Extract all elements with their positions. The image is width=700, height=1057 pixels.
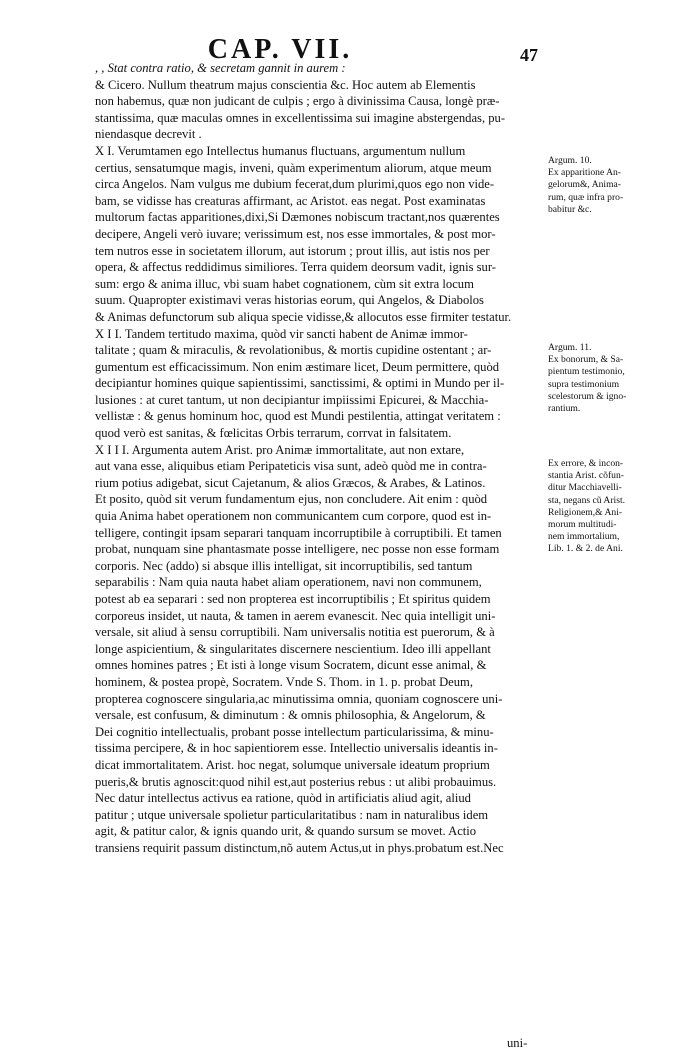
margin-note-line: gelorum&, Anima-	[548, 179, 622, 191]
text-line: rium potius adigebat, sicut Cajetanum, & alios Græcos, & Arabes, & Latinos.	[95, 475, 486, 490]
text-line: probat, nunquam sine phantasmate posse intelligere, nec posse non esse formam	[95, 542, 500, 557]
text-line: aut vana esse, aliquibus etiam Peripateticis visa sunt, adeò quòd me in contra-	[95, 459, 487, 474]
text-line: , , Stat contra ratio, & secretam gannit in aurem :	[95, 61, 346, 75]
margin-note-line: Ex apparitione An-	[548, 167, 621, 179]
margin-note-line: babitur &c.	[548, 203, 592, 215]
text-line: hominem, & postea propè, Socratem. Vnde S. Thom. in 1. p. probat Deum,	[95, 674, 473, 689]
text-line: certius, sensatumque magis, inveni, quàm experimentum aliorum, atque meum	[95, 160, 492, 175]
text-line: quia Anima habet operationem non communicantem cum corpore, quod est in-	[95, 509, 492, 524]
text-line: non habemus, quæ non judicant de culpis ; ergo à divinissima Causa, longè præ-	[95, 94, 500, 109]
text-line: patitur ; utque universale spolietur particularitatibus : nam in naturalibus idem	[95, 807, 489, 822]
text-line: suum. Quapropter existimavi veras historias eorum, qui Angelos, & Diabolos	[95, 293, 484, 308]
margin-note-line: stantia Arist. cõfun-	[548, 470, 624, 482]
text-line: bam, se vidisse has creaturas affirmant, ac Aristot. eas negat. Post examinatas	[95, 193, 486, 208]
text-line: versale, sit aliud à sensu corruptibili. Nam universalis notitia est puerorum, & à	[95, 625, 495, 640]
margin-note-argument-11	[548, 342, 688, 415]
text-line: longe aspicientium, & singularitates discernere nescientium. Ideo illi appellant	[95, 641, 491, 656]
margin-note-line: Religionem,& Ani-	[548, 506, 623, 518]
text-line: telligere, contingit ipsam separari tanquam incorruptibile à corruptibili. Et tamen	[95, 525, 502, 540]
text-line: propterea cognoscere singularia,ac minutissima omnia, quoniam cognoscere uni-	[95, 691, 503, 706]
margin-note-line: Argum. 11.	[548, 342, 592, 353]
text-line: pueris,& brutis agnoscit:quod nihil est,aut posterius rebus : ut alibi probauimus.	[95, 774, 497, 789]
margin-note-line: pientum testimonio,	[548, 366, 625, 378]
text-line: Et posito, quòd sit verum fundamentum ejus, non concludere. Ait enim : quòd	[95, 492, 488, 507]
text-line: Dei cognitio intellectualis, probant posse intellectum particularissima, & minu-	[95, 724, 494, 739]
margin-note-line: Ex bonorum, & Sa-	[548, 354, 624, 366]
text-line: separabilis : Nam quia nauta habet aliam operationem, navi non communem,	[95, 575, 482, 590]
margin-note-line: scelestorum & igno-	[548, 390, 627, 402]
text-line: & Animas defunctorum sub aliqua specie vidisse,& allocutos esse firmiter testatur.	[95, 309, 512, 324]
text-line: talitate ; quam & miraculis, & revolationibus, & mortis cupidine ostentant ; ar-	[95, 343, 492, 358]
text-line: X I. Verumtamen ego Intellectus humanus fluctuans, argumentum nullum	[95, 143, 466, 158]
text-line: agit, & patitur calor, & ignis quando urit, & quando sursum se movet. Actio	[95, 824, 477, 839]
text-line: circa Angelos. Nam vulgus me dubium fecerat,dum plurimi,quos ego non vide-	[95, 177, 495, 192]
text-line: potest ab ea separari : sed non propterea est incorruptibilis ; Et spiritus quidem	[95, 592, 491, 606]
text-line: niendasque decrevit .	[95, 127, 202, 142]
text-line: & Cicero. Nullum theatrum majus conscientia &c. Hoc autem ab Elementis	[95, 77, 476, 92]
text-line: vellistæ : & genus hominum hoc, quod est Mundi pestilentia, attingat veritatem :	[95, 409, 501, 424]
text-line: corporis. Nec (addo) si absque illis intelligat, sit incorruptibilis, sed tantum	[95, 558, 473, 573]
margin-note-line: morum multitudi-	[548, 519, 617, 531]
text-line: transiens requirit passum distinctum,nõ autem Actus,ut in phys.probatum est.Nec	[95, 840, 504, 855]
margin-note-line: sta, negans cũ Arist.	[548, 494, 626, 506]
text-line: gumentum est efficacissimum. Non enim æstimare licet, Deum permittere, quòd	[95, 359, 500, 374]
text-line: dicat immortalitatem. Arist. hoc negat, solumque universale ideatum proprium	[95, 757, 490, 772]
margin-note-line: nem immortalium,	[548, 531, 620, 543]
text-line: lusiones : at curet tantum, ut non decipiantur impiissimi Epicurei, & Macchia-	[95, 392, 489, 407]
margin-note-line: rantium.	[548, 403, 581, 415]
text-line: multorum factas apparitiones,dixi,Si Dæmones nobiscum tractant,nos quærentes	[95, 210, 500, 225]
text-line: X I I I. Argumenta autem Arist. pro Animæ immortalitate, aut non extare,	[95, 442, 465, 457]
text-line: decipiantur homines quique sapientissimi, sanctissimi, & optimi in Mundo per il-	[95, 376, 505, 391]
margin-note-line: rum, quæ infra pro-	[548, 191, 624, 203]
text-line: corporeus insidet, ut nauta, & tamen in aerem evanescit. Nec quia intelligit uni-	[95, 608, 496, 623]
text-line: X I I. Tandem tertitudo maxima, quòd vir sancti habent de Animæ immor-	[95, 326, 468, 341]
margin-note-line: ditur Macchiavelli-	[548, 482, 622, 494]
margin-note-line: Ex errore, & incon-	[548, 458, 624, 469]
text-line: quod verò est sanitas, & fœlicitas Orbis terrarum, corrvat in falsitatem.	[95, 426, 452, 441]
chapter-title: CAP. VII.	[207, 34, 353, 65]
text-line: versale, est confusum, & diminutum : & omnis philosophia, & Angelorum, &	[95, 708, 486, 723]
margin-note-argument-10	[548, 155, 688, 216]
margin-note-line: Argum. 10.	[548, 155, 592, 166]
main-text-column	[95, 60, 540, 857]
page-number: 47	[520, 45, 538, 65]
text-line: tissima percipere, & in hoc sapientiorem esse. Intellectio universalis ideantis in-	[95, 741, 498, 756]
text-line: omnes homines patres ; Et isti à longe visum Socratem, dicunt esse animal, &	[95, 658, 487, 673]
margin-note-line: supra testimonium	[548, 378, 620, 390]
margin-note-aristotle-error	[548, 458, 688, 556]
text-line: opera, & affectus reddidimus similiores. Terra quidem deorsum vadit, ignis sur-	[95, 260, 496, 275]
text-line: sum: ergo & anima illuc, vbi suam habet cognationem, cùm sit extra locum	[95, 276, 474, 291]
text-line: tem nutros esse in societatem illorum, aut istorum ; prout illis, aut istis nos per	[95, 243, 490, 258]
text-line: Nec datur intellectus activus ea ratione, quòd in artificiatis aliud agit, aliud	[95, 791, 471, 806]
text-line: stantissima, quæ maculas omnes in excellentissima sui imagine abstergendas, pu-	[95, 110, 506, 125]
margin-note-line: Lib. 1. & 2. de Ani.	[548, 543, 623, 555]
text-line: decipere, Angeli verò iuvare; verissimum est, nos esse immortales, & post mor-	[95, 226, 496, 241]
catchword: uni-	[507, 1036, 528, 1050]
